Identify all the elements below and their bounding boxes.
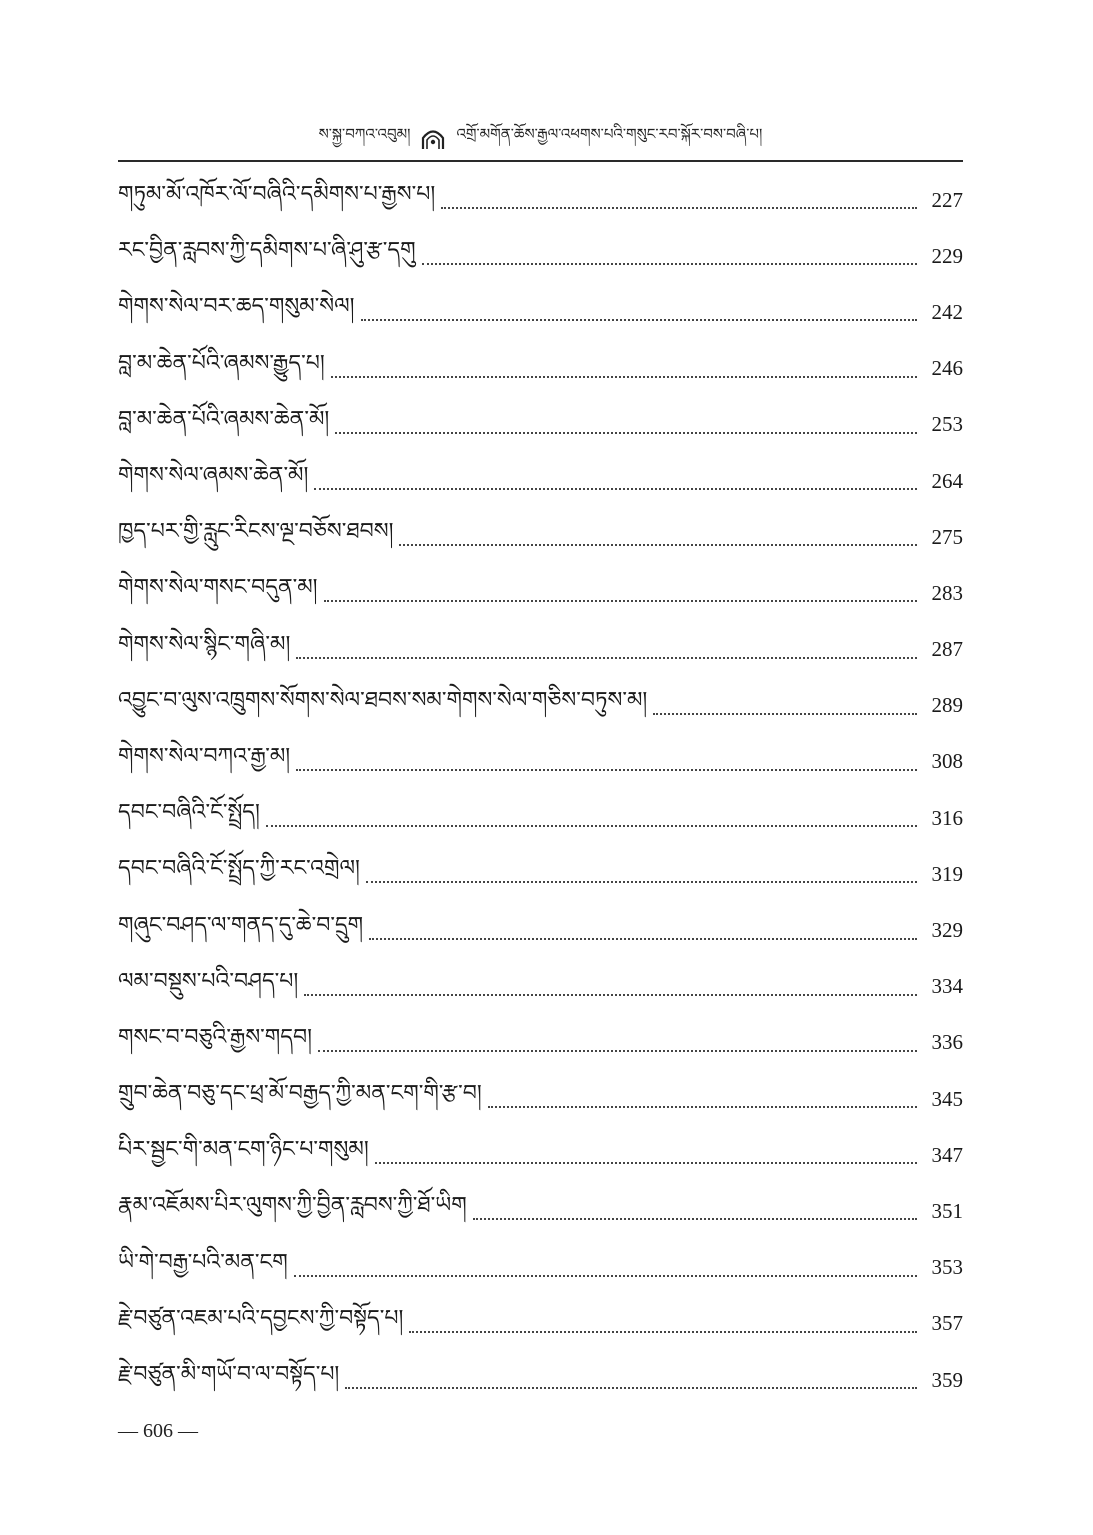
toc-entry-title: གེགས་སེལ་བཀའ་རྒྱ་མ། xyxy=(118,743,291,769)
toc-entry-page: 359 xyxy=(931,1367,963,1392)
dot-leader xyxy=(409,1331,917,1333)
toc-entry-page: 329 xyxy=(931,918,963,943)
toc-entry-title: ཁྱད་པར་གྱི་རླུང་རིངས་ལྔ་བཅོས་ཐབས། xyxy=(118,519,394,545)
toc-entry-page: 347 xyxy=(931,1142,963,1167)
toc-entry[interactable] xyxy=(118,1015,963,1071)
toc-entry-title: དབང་བཞིའི་ངོ་སྤྲོད་ཀྱི་རང་འགྲེལ། xyxy=(118,856,360,882)
toc-entry-page: 275 xyxy=(931,524,963,549)
toc-entry-title: པིར་སྦྱང་གི་མན་ངག་ཉིང་པ་གསུམ། xyxy=(118,1137,369,1163)
dot-leader xyxy=(324,600,917,602)
toc-entry-title: གེགས་སེལ་སྙིང་གཞི་མ། xyxy=(118,631,291,657)
header-rule xyxy=(118,160,963,162)
dot-leader xyxy=(331,376,917,378)
toc-entry-title: གྲུབ་ཆེན་བཅུ་དང་ཕྲ་མོ་བརྒྱད་ཀྱི་མན་ངག་གི་རྩ་བ། xyxy=(118,1081,482,1107)
toc-entry-title: རང་བྱིན་རླབས་ཀྱི་དམིགས་པ་ཞི་ཤུ་རྩ་དགུ xyxy=(118,238,416,264)
dot-leader xyxy=(375,1162,917,1164)
dot-leader xyxy=(366,881,917,883)
toc-entry[interactable] xyxy=(118,902,963,958)
toc-entry-page: 264 xyxy=(931,468,963,493)
dot-leader xyxy=(296,657,917,659)
toc-entry-page: 319 xyxy=(931,861,963,886)
toc-entry-title: བླ་མ་ཆེན་པོའི་ཞམས་ཆེན་མོ། xyxy=(118,406,330,432)
toc-entry[interactable] xyxy=(118,1127,963,1183)
toc-entry[interactable] xyxy=(118,846,963,902)
dot-leader xyxy=(653,713,917,715)
dot-leader xyxy=(473,1218,917,1220)
toc-entry-page: 336 xyxy=(931,1030,963,1055)
running-header xyxy=(118,120,963,158)
dot-leader xyxy=(399,544,917,546)
toc-entry-title: གཞུང་བཤད་ལ་གནད་དུ་ཆེ་བ་དྲུག xyxy=(118,912,364,938)
toc-entry-page: 345 xyxy=(931,1086,963,1111)
toc-entry-page: 316 xyxy=(931,805,963,830)
dot-leader xyxy=(318,1050,917,1052)
dot-leader xyxy=(441,207,917,209)
toc-entry[interactable] xyxy=(118,453,963,509)
toc-entry[interactable] xyxy=(118,622,963,678)
toc-entry-page: 353 xyxy=(931,1255,963,1280)
toc-entry-page: 308 xyxy=(931,749,963,774)
dot-leader xyxy=(304,994,917,996)
arch-emblem-icon xyxy=(420,127,446,151)
dot-leader xyxy=(422,263,917,265)
toc-entry[interactable] xyxy=(118,959,963,1015)
toc-entry[interactable] xyxy=(118,1071,963,1127)
toc-entry[interactable] xyxy=(118,790,963,846)
toc-entry-page: 287 xyxy=(931,637,963,662)
header-left-text: ས་སྐྱ་བཀའ་འབུམ། xyxy=(318,125,411,143)
toc-entry-page: 289 xyxy=(931,693,963,718)
toc-entry[interactable] xyxy=(118,228,963,284)
toc-entry-title: ཡི་གེ་བརྒྱ་པའི་མན་ངག xyxy=(118,1249,288,1275)
toc-entry-title: གེགས་སེལ་བར་ཆད་གསུམ་སེལ། xyxy=(118,294,355,320)
toc-entry-page: 283 xyxy=(931,580,963,605)
toc-entry[interactable] xyxy=(118,397,963,453)
dot-leader xyxy=(335,432,917,434)
toc-entry-title: ལམ་བསྡུས་པའི་བཤད་པ། xyxy=(118,968,299,994)
toc-entry[interactable] xyxy=(118,678,963,734)
dot-leader xyxy=(369,938,917,940)
toc-entry-page: 227 xyxy=(931,187,963,212)
header-right-text: འགྲོ་མགོན་ཆོས་རྒྱལ་འཕགས་པའི་གསུང་རབ་སྐོར་བས་བཞི་པ། xyxy=(456,125,763,143)
toc-entry-page: 229 xyxy=(931,243,963,268)
dot-leader xyxy=(361,319,917,321)
dot-leader xyxy=(266,825,917,827)
toc-entry[interactable] xyxy=(118,734,963,790)
toc-entry-page: 334 xyxy=(931,974,963,999)
dot-leader xyxy=(345,1387,917,1389)
toc-entry[interactable] xyxy=(118,509,963,565)
dot-leader xyxy=(314,488,917,490)
dot-leader xyxy=(294,1275,917,1277)
toc-entry-page: 253 xyxy=(931,412,963,437)
toc-entry-title: བླ་མ་ཆེན་པོའི་ཞམས་རྒྱུད་པ། xyxy=(118,350,325,376)
toc-entry-title: གསང་བ་བཅུའི་རྒྱས་གདབ། xyxy=(118,1024,313,1050)
toc-entry-title: རྣམ་འཇོམས་པིར་ལུགས་ཀྱི་བྱིན་རླབས་ཀྱི་ཐོ་ཡིག xyxy=(118,1193,467,1219)
toc-entry-title: དབང་བཞིའི་ངོ་སྤྲོད། xyxy=(118,800,260,826)
toc-entry[interactable] xyxy=(118,284,963,340)
dot-leader xyxy=(488,1106,917,1108)
toc-entry-page: 351 xyxy=(931,1198,963,1223)
toc-entry[interactable] xyxy=(118,341,963,397)
toc-entry-page: 246 xyxy=(931,356,963,381)
toc-entry-title: གཏུམ་མོ་འཁོར་ལོ་བཞིའི་དམིགས་པ་རྒྱས་པ། xyxy=(118,182,436,208)
toc-entry-page: 242 xyxy=(931,299,963,324)
toc-entry-title: རྗེ་བཙུན་མི་གཡོ་བ་ལ་བསྟོད་པ། xyxy=(118,1362,340,1388)
toc-entry[interactable] xyxy=(118,1240,963,1296)
toc-entry[interactable] xyxy=(118,1352,963,1408)
toc-entry-title: རྗེ་བཙུན་འཇམ་པའི་དབྱངས་ཀྱི་བསྟོད་པ། xyxy=(118,1305,404,1331)
table-of-contents xyxy=(118,172,963,1408)
toc-entry-title: གེགས་སེལ་གསང་བདུན་མ། xyxy=(118,575,318,601)
toc-entry[interactable] xyxy=(118,1296,963,1352)
toc-entry-title: འབྱུང་བ་ལུས་འཁྲུགས་སོགས་སེལ་ཐབས་སམ་གེགས་སེལ་གཅིས་བཏུས་མ། xyxy=(118,687,648,713)
toc-entry[interactable] xyxy=(118,1183,963,1239)
page-number: — 606 — xyxy=(118,1420,198,1442)
dot-leader xyxy=(296,769,917,771)
toc-entry[interactable] xyxy=(118,172,963,228)
toc-entry-page: 357 xyxy=(931,1311,963,1336)
toc-entry-title: གེགས་སེལ་ཞམས་ཆེན་མོ། xyxy=(118,463,309,489)
toc-entry[interactable] xyxy=(118,565,963,621)
